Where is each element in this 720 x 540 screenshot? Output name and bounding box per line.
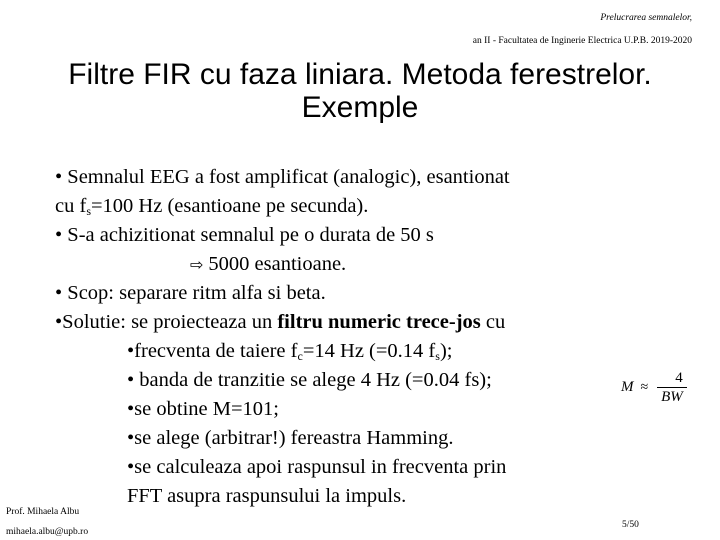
order-formula: [621, 370, 687, 405]
sub-bullet-transition-band: • banda de tranzitie se alege 4 Hz (=0.04 fs);: [127, 369, 492, 391]
sampling-text-b: =100 Hz (esantioane pe secunda).: [90, 195, 369, 217]
cutoff-text-c: );: [439, 340, 453, 362]
formula-numerator: 4: [657, 370, 687, 388]
samples-count-line: [55, 250, 615, 279]
formula-fraction: [657, 370, 687, 405]
slide-title-line-2: Exemple: [301, 91, 419, 124]
footer-email: mihaela.albu@upb.ro: [6, 527, 89, 537]
sampling-subscript: s: [86, 204, 91, 218]
sampling-frequency-line: [55, 192, 615, 221]
solution-filter-type: filtru numeric trece-jos: [277, 311, 481, 333]
sub-bullet-frequency-response: •se calculeaza apoi raspunsul in frecventa prin: [127, 456, 507, 478]
slide-title-line-1: Filtre FIR cu faza liniara. Metoda ferestrelor.: [68, 58, 652, 91]
sub-bullet-cutoff: [55, 337, 615, 366]
slide-body: [55, 163, 615, 511]
bullet-acquisition: • S-a achizitionat semnalul pe o durata de 50 s: [55, 224, 434, 246]
bullet-eeg-amplified: • Semnalul EEG a fost amplificat (analogic), esantionat: [55, 166, 510, 188]
slide-title: [0, 58, 720, 124]
sub-bullet-window: •se alege (arbitrar!) fereastra Hamming.: [127, 427, 454, 449]
bullet-solution: [55, 308, 615, 337]
course-name: Prelucrarea semnalelor,: [600, 13, 692, 23]
cutoff-text-a: •frecventa de taiere f: [127, 340, 298, 362]
formula-approx-sign: ≈: [640, 379, 649, 395]
samples-count-text: 5000 esantioane.: [208, 253, 347, 275]
solution-text-a: •Solutie: se proiecteaza un: [55, 311, 278, 333]
formula-denominator: BW: [661, 389, 683, 405]
sub-bullet-fft: FFT asupra raspunsului la impuls.: [127, 485, 407, 507]
sampling-text-a: cu f: [55, 195, 87, 217]
faculty-info: an II - Facultatea de Inginerie Electrica U.P.B. 2019-2020: [472, 36, 692, 46]
formula-lhs: M: [621, 379, 634, 395]
right-arrow-icon: ⇨: [190, 255, 204, 274]
solution-text-b: cu: [480, 311, 506, 333]
cutoff-subscript-c: c: [297, 349, 303, 363]
sub-bullet-filter-order: •se obtine M=101;: [127, 398, 279, 420]
bullet-goal: • Scop: separare ritm alfa si beta.: [55, 282, 326, 304]
cutoff-text-b: =14 Hz (=0.14 f: [302, 340, 436, 362]
page-number: 5/50: [622, 520, 639, 530]
cutoff-subscript-s: s: [435, 349, 440, 363]
footer-author: Prof. Mihaela Albu: [6, 507, 80, 517]
